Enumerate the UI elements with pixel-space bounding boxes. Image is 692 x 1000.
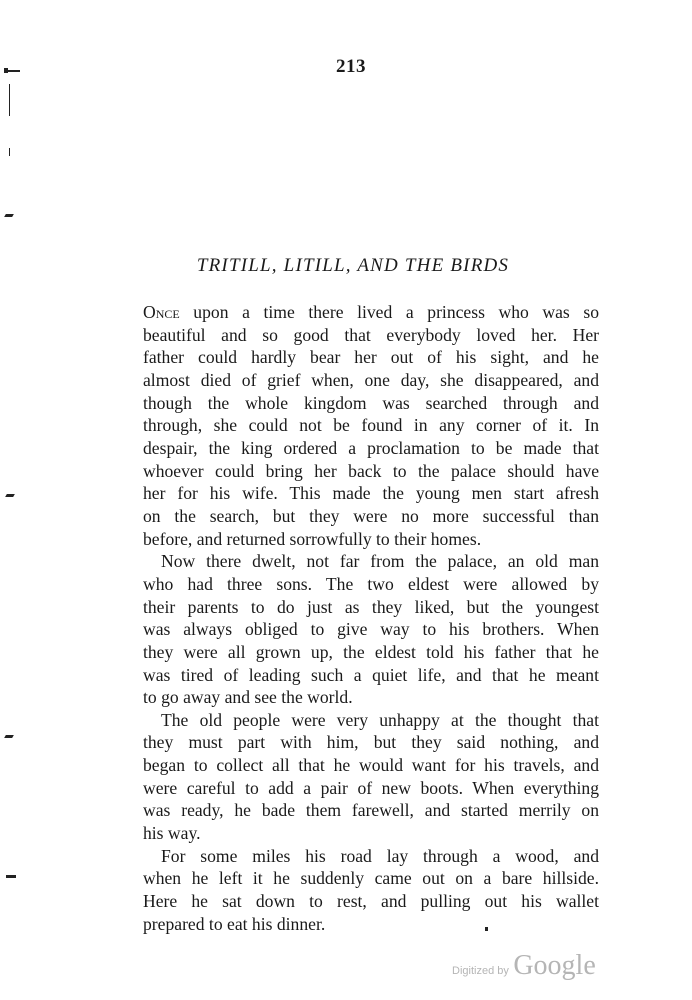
opening-word: Once: [143, 302, 180, 322]
watermark-prefix: Digitized by: [452, 965, 509, 977]
text-line: they must part with him, but they said nothing, and: [143, 732, 599, 753]
text-line: was always obliged to give way to his brothers. When: [143, 619, 599, 640]
text-line: their parents to do just as they liked, but the youngest: [143, 596, 599, 617]
margin-mark: [9, 148, 10, 156]
text-line: despair, the king ordered a proclamation to be made that: [143, 437, 599, 458]
text-line: though the whole kingdom was searched through and: [143, 392, 599, 413]
margin-mark: [6, 70, 20, 72]
margin-mark: [5, 494, 15, 497]
text-line: was ready, he bade them farewell, and started merrily on: [143, 800, 599, 821]
text-line: Here he sat down to rest, and pulling out his wallet: [143, 891, 599, 912]
text-line: before, and returned sorrowfully to their homes.: [143, 528, 482, 549]
text-line: who had three sons. The two eldest were allowed by: [143, 573, 599, 594]
text-line: was tired of leading such a quiet life, and that he meant: [143, 664, 599, 685]
text-line: her for his wife. This made the young men start afresh: [143, 483, 599, 504]
text-line: whoever could bring her back to the palace should have: [143, 460, 599, 481]
text-line: they were all grown up, the eldest told his father that he: [143, 641, 599, 662]
text-line: For some miles his road lay through a wood, and: [161, 845, 599, 866]
text-line: were careful to add a pair of new boots. When everything: [143, 777, 599, 798]
body-text: [143, 301, 599, 935]
margin-mark: [4, 735, 14, 738]
text-line: Once upon a time there lived a princess who was so: [143, 302, 599, 322]
text-line: prepared to eat his dinner.: [143, 913, 326, 934]
text-line: The old people were very unhappy at the thought that: [161, 709, 599, 730]
margin-mark: [485, 927, 488, 931]
chapter-title: TRITILL, LITILL, AND THE BIRDS: [196, 255, 510, 276]
text-line: to go away and see the world.: [143, 687, 353, 708]
text-line: father could hardly bear her out of his sight, and he: [143, 347, 599, 368]
text-line: on the search, but they were no more successful than: [143, 505, 599, 526]
text-line: began to collect all that he would want for his travels, and: [143, 755, 599, 776]
text-line: beautiful and so good that everybody loved her. Her: [143, 324, 599, 345]
page-number: 213: [336, 56, 366, 77]
google-watermark: [452, 950, 596, 982]
margin-mark: [9, 84, 10, 116]
margin-mark: [6, 875, 16, 878]
text-line: when he left it he suddenly came out on a bare hillside.: [143, 868, 599, 889]
margin-mark: [4, 214, 14, 217]
watermark-brand: Google: [513, 950, 596, 981]
margin-mark: [4, 68, 8, 73]
text-line: his way.: [143, 823, 201, 844]
text-line: through, she could not be found in any corner of it. In: [143, 415, 599, 436]
text-line: almost died of grief when, one day, she disappeared, and: [143, 369, 599, 390]
text-line: Now there dwelt, not far from the palace, an old man: [161, 551, 599, 572]
